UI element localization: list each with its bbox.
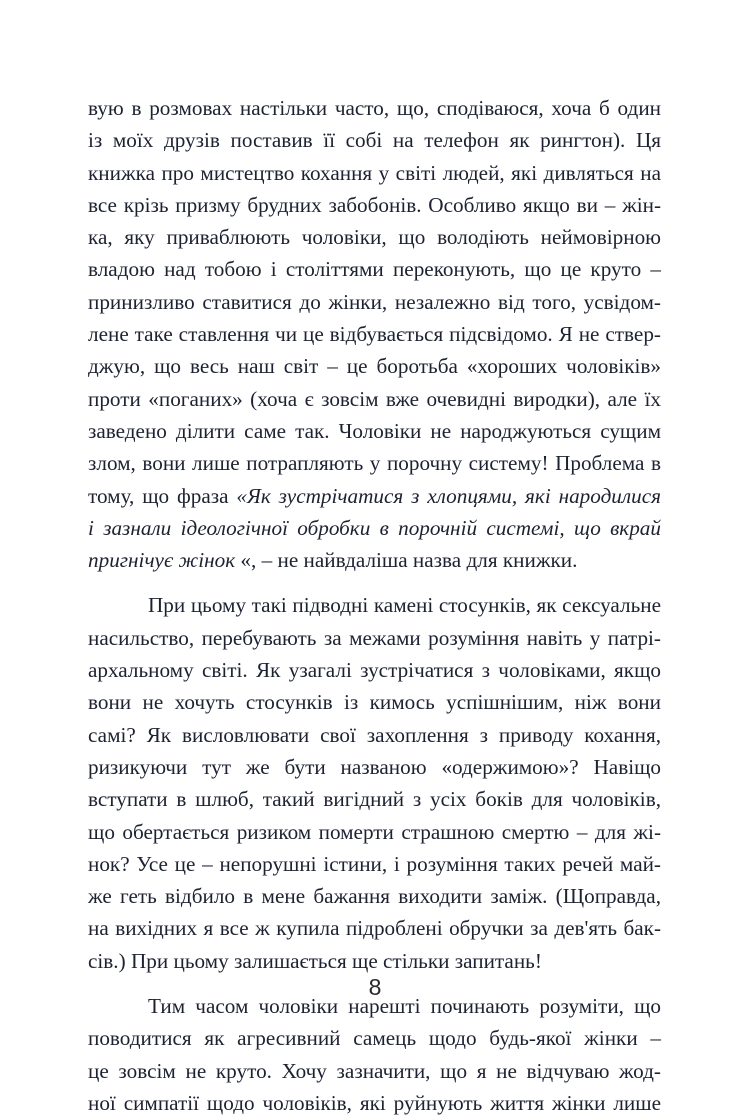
text-line: [88, 544, 661, 576]
text-run: заведено ділити саме так. Чоловіки не народжуються сущим: [88, 418, 661, 443]
text-line: [88, 1055, 661, 1087]
page-number: 8: [368, 974, 382, 1000]
text-line: [88, 447, 661, 479]
text-run: Тим часом чоловіки нарешті починають розуміти, що: [148, 994, 661, 1019]
text-run: лене таке ставлення чи це відбувається підсвідомо. Я не ствер-: [88, 322, 661, 347]
text-run: насильство, перебувають за межами розуміння навіть у патрі-: [88, 625, 661, 650]
text-line: [88, 1022, 661, 1054]
text-line: [88, 157, 661, 189]
text-run: ризикуючи тут же бути названою «одержимою»? Навіщо: [88, 754, 661, 779]
italic-text: і зазнали ідеологічної обробки в порочній системі, що вкрай: [88, 515, 661, 540]
text-line: [88, 189, 661, 221]
text-line: [88, 318, 661, 350]
text-run: же геть відбило в мене бажання виходити заміж. (Щоправда,: [88, 884, 661, 909]
text-line: [88, 880, 661, 912]
text-run: ка, яку приваблюють чоловіки, що володіють неймовірною: [88, 225, 661, 250]
text-line: [88, 1087, 661, 1119]
text-run: тому, що фраза: [88, 483, 237, 508]
text-line: [88, 686, 661, 718]
text-run: вую в розмовах настільки часто, що, сподіваюся, хоча б один: [88, 96, 661, 120]
body-text: [88, 92, 661, 1119]
text-line: [88, 816, 661, 848]
text-line: [88, 253, 661, 285]
text-run: владою над тобою і століттями переконують, що це круто –: [88, 257, 661, 282]
text-run: проти «поганих» (хоча є зовсім вже очевидні виродки), але їх: [88, 386, 661, 411]
text-run: При цьому такі підводні камені стосунків, як сексуальне: [148, 593, 661, 618]
italic-text: «Як зустрічатися з хлопцями, які народилися: [236, 483, 661, 508]
paragraph: [88, 990, 661, 1119]
text-run: вони не хочуть стосунків із кимось успішнішим, ніж вони: [88, 690, 661, 715]
text-run: архальному світі. Як узагалі зустрічатися з чоловіками, якщо: [88, 658, 661, 683]
text-line: [88, 945, 661, 977]
text-line: [88, 286, 661, 318]
text-line: [88, 383, 661, 415]
text-run: принизливо ставитися до жінки, незалежно від того, усвідом-: [88, 289, 661, 314]
text-run: сів.) При цьому залишається ще стільки запитань!: [88, 948, 542, 973]
text-run: самі? Як висловлювати свої захоплення з приводу кохання,: [88, 722, 661, 747]
text-run: ної симпатії щодо чоловіків, які руйнують життя жінки лише: [88, 1090, 661, 1115]
paragraph: [88, 589, 661, 977]
text-run: вступати в шлюб, такий вигідний з усіх боків для чоловіків,: [88, 787, 661, 812]
text-line: [88, 589, 661, 621]
text-run: книжка про мистецтво кохання у світі людей, які дивляться на: [88, 160, 661, 185]
text-line: [88, 622, 661, 654]
text-run: це зовсім не круто. Хочу зазначити, що я не відчуваю жод-: [88, 1058, 661, 1083]
paragraph: [88, 92, 661, 576]
text-run: із моїх друзів поставив її собі на телефон як рингтон). Ця: [88, 128, 661, 153]
text-line: [88, 848, 661, 880]
text-run: все крізь призму брудних забобонів. Особливо якщо ви – жін-: [88, 192, 661, 217]
text-run: що обертається ризиком померти страшною смертю – для жі-: [88, 819, 661, 844]
text-run: злом, вони лише потрапляють у порочну систему! Проблема в: [88, 451, 661, 476]
text-line: [88, 415, 661, 447]
text-line: [88, 124, 661, 156]
text-line: [88, 719, 661, 751]
text-line: [88, 92, 661, 124]
text-run: «, – не найвдаліша назва для книжки.: [235, 548, 578, 573]
text-line: [88, 654, 661, 686]
text-line: [88, 783, 661, 815]
text-line: [88, 912, 661, 944]
text-run: джую, що весь наш світ – це боротьба «хороших чоловіків»: [88, 354, 661, 379]
italic-text: пригнічує жінок: [88, 548, 236, 573]
text-line: [88, 751, 661, 783]
text-run: нок? Усе це – непорушні істини, і розуміння таких речей май-: [88, 851, 661, 876]
text-line: [88, 350, 661, 382]
text-line: [88, 221, 661, 253]
text-line: [88, 480, 661, 512]
text-run: на вихідних я все ж купила підроблені обручки за дев'ять бак-: [88, 916, 661, 941]
text-run: поводитися як агресивний самець щодо будь-якої жінки –: [88, 1026, 661, 1051]
text-line: [88, 512, 661, 544]
